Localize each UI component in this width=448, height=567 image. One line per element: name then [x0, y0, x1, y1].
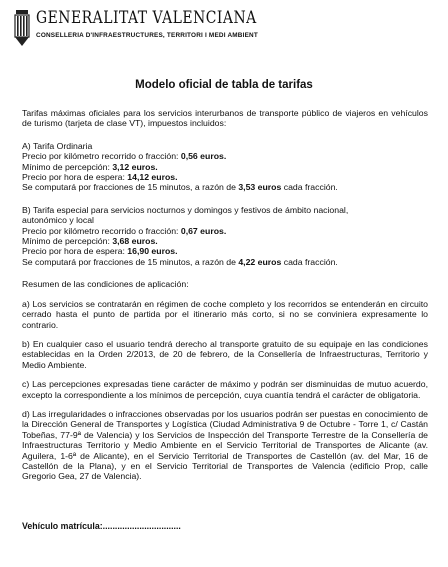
tariff-b-km-value: 0,67 euros.: [180, 225, 227, 236]
tariff-b-fraction-line: [22, 257, 428, 267]
tariff-b-fraction-post: cada fracción.: [281, 256, 338, 267]
tariff-b-fraction-pre: Se computará por fracciones de 15 minutos, a razón de: [22, 256, 239, 267]
tariff-a-fraction-line: [22, 182, 428, 192]
tariff-b-fraction-value: 4,22 euros: [238, 256, 282, 267]
condition-b: b) En cualquier caso el usuario tendrá derecho al transporte gratuito de su equipaje en las condiciones establecidas en la Orden 2/2013, de 20 de febrero, de la Consellería de Infraestructuras, Territorio y Medio Ambiente.: [22, 338, 428, 370]
vehicle-plate-line: Vehículo matrícula:................................: [22, 521, 181, 531]
tariff-a-min-label: Mínimo de percepción:: [22, 161, 113, 172]
org-subtitle: CONSELLERIA D'INFRAESTRUCTURES, TERRITORI I MEDI AMBIENT: [36, 32, 258, 39]
tariff-b-wait-label: Precio por hora de espera:: [22, 246, 128, 257]
intro-paragraph: Tarifas máximas oficiales para los servicios interurbanos de transporte público de viajeros en vehículos de turismo (tarjeta de clase VT), impuestos incluidos:: [22, 108, 428, 129]
conditions-heading: Resumen de las condiciones de aplicación:: [22, 279, 189, 290]
document-title: Modelo oficial de tabla de tarifas: [135, 79, 313, 91]
tariff-a-km-value: 0,56 euros.: [180, 151, 227, 162]
tariff-a-fraction-pre: Se computará por fracciones de 15 minutos, a razón de: [22, 182, 239, 193]
tariff-a-km-label: Precio por kilómetro recorrido o fracción:: [22, 151, 181, 162]
tariff-a-section: [22, 141, 428, 193]
tariff-b-min-label: Mínimo de percepción:: [22, 236, 113, 247]
tariff-b-km-label: Precio por kilómetro recorrido o fracción:: [22, 225, 181, 236]
tariff-a-min-value: 3,12 euros.: [112, 161, 158, 172]
tariff-a-wait-value: 14,12 euros.: [127, 172, 178, 183]
tariff-a-fraction-value: 3,53 euros: [238, 182, 282, 193]
generalitat-coat-of-arms-icon: [14, 10, 30, 48]
tariff-b-min-line: [22, 236, 428, 246]
condition-d: d) Las irregularidades o infracciones observadas por los usuarios podrán ser puestas en conocimiento de la Dirección General de Transportes y Logística (Ciudad Administrativa 9 de Octubre - Torre 1, c/ Castán Tobeñas, 77-9ª de Valencia) y los Servicios de Inspección del Transporte Terrestre de la Consellería de Infraestructuras Territorio y Medio Ambiente en el Servicio Territorial de Transportes de Alicante (av. Aguilera, 1-6ª de Alicante), en el Servicio Territorial de Transportes de Castellón (av. del Mar, 16 de Castellón de la Plana), y en el Servicio Territorial de Transportes de Valencia (edificio Prop, calle Gregorio Gea, 27 de Valencia).: [22, 408, 428, 482]
tariff-b-wait-value: 16,90 euros.: [127, 246, 178, 257]
tariff-a-wait-line: [22, 172, 428, 182]
condition-c: c) Las percepciones expresadas tiene carácter de máximo y podrán ser disminuidas de mutuo acuerdo, excepto la correspondiente a los mínimos de percepción, cuya cuantía tendrá el carácter de obligatoria.: [22, 379, 428, 400]
tariff-a-min-line: [22, 162, 428, 172]
org-name: GENERALITAT VALENCIANA: [36, 8, 257, 28]
tariff-a-wait-label: Precio por hora de espera:: [22, 172, 128, 183]
letterhead: [14, 8, 274, 52]
tariff-a-heading: A) Tarifa Ordinaria: [22, 140, 93, 151]
document-body: [22, 108, 428, 482]
tariff-b-heading-1: B) Tarifa especial para servicios nocturnos y domingos y festivos de ámbito nacional,: [22, 204, 349, 215]
tariff-b-km-line: [22, 226, 428, 236]
condition-a: a) Los servicios se contratarán en régimen de coche completo y los recorridos se entenderán en circuito cerrado hasta el punto de partida por el itinerario más corto, si no se conviniera expresamente lo contrario.: [22, 298, 428, 330]
tariff-b-wait-line: [22, 246, 428, 256]
tariff-a-fraction-post: cada fracción.: [281, 182, 338, 193]
tariff-a-km-line: [22, 151, 428, 161]
tariff-b-section: [22, 205, 428, 267]
tariff-b-min-value: 3,68 euros.: [112, 236, 158, 247]
tariff-b-heading-2: autonómico y local: [22, 215, 94, 226]
